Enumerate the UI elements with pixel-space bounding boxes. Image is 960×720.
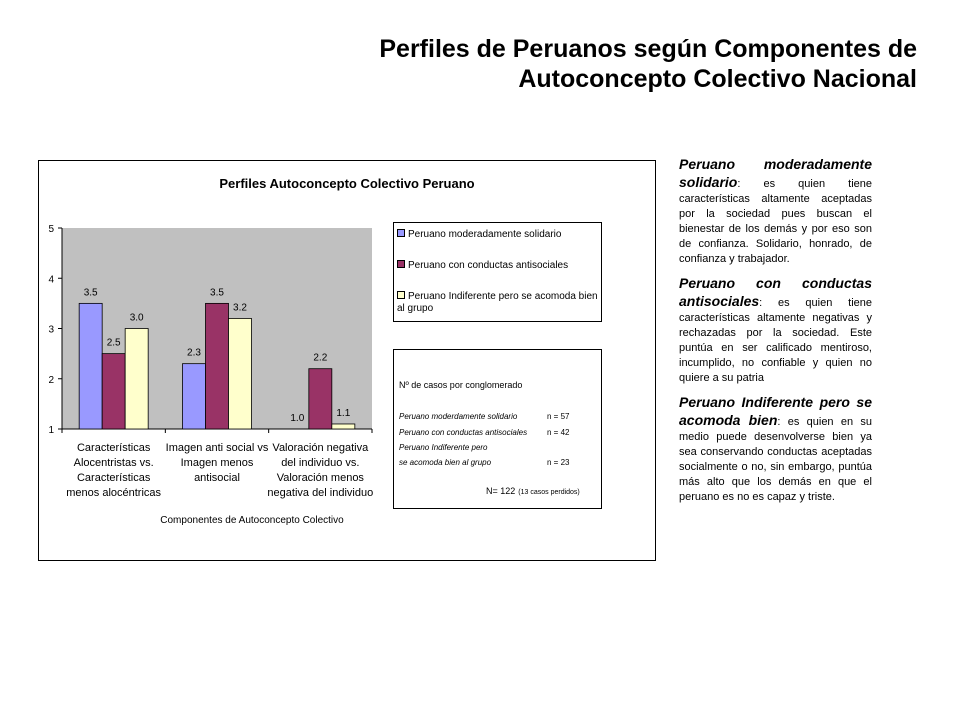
x-category-label-0-line-1: Alocentristas vs.	[73, 457, 154, 469]
chart-legend	[393, 222, 602, 322]
text-indiferente: : es quien en su medio puede desenvolverse bien ya sea conservando conductas aceptadas socialmente o no, sin embargo, puntúa más alto que los demás en que el peruano es no es capaz y triste.	[679, 416, 872, 503]
slide-title	[277, 34, 917, 94]
text-antisociales: : es quien tiene características altamente negativas y rechazadas por la sociedad. Este puntúa en ser calificado mentiroso, incumplido, no confiable y quien no quiere a su patria	[679, 297, 872, 384]
x-category-label-0-line-0: Características	[76, 442, 151, 454]
y-tick-label-3: 3	[48, 324, 54, 336]
x-category-label-1-line-2: antisocial	[194, 472, 240, 484]
chart-frame	[38, 160, 656, 561]
cases-n-indiferente: n = 23	[547, 458, 570, 467]
cases-label-solidario: Peruano moderdamente solidario	[399, 412, 518, 421]
y-tick-label-4: 4	[48, 274, 54, 286]
slide-title-line-2: Autoconcepto Colectivo Nacional	[518, 65, 917, 93]
bar-label-s1-c2: 2.2	[313, 352, 328, 364]
x-category-label-1-line-1: Imagen menos	[180, 457, 254, 469]
x-category-label-2-line-3: negativa del individuo	[267, 487, 374, 499]
bar-label-s2-c1: 3.2	[233, 302, 247, 314]
cases-lost: (13 casos perdidos)	[518, 489, 580, 496]
x-category-label-1-line-0: Imagen anti social vs	[165, 442, 269, 454]
cases-label-indiferente-b: se acomoda bien al grupo	[399, 458, 492, 467]
term-indiferente: Peruano Indiferente pero se acomoda bien	[679, 394, 872, 428]
cases-total-n: N= 122	[486, 486, 516, 496]
bar-s1-c2	[309, 369, 332, 429]
description-indiferente	[679, 394, 872, 505]
y-tick-label-1: 1	[48, 425, 54, 436]
legend-label-antisociales: Peruano con conductas antisociales	[408, 260, 569, 271]
bar-label-s0-c2: 1.0	[290, 413, 305, 424]
bar-s1-c0	[102, 354, 125, 429]
cases-label-antisociales: Peruano con conductas antisociales	[399, 428, 528, 437]
cases-n-solidario: n = 57	[547, 412, 570, 421]
bar-s0-c0	[79, 303, 102, 429]
bar-label-s0-c0: 3.5	[83, 287, 98, 299]
bar-label-s2-c0: 3.0	[129, 312, 144, 324]
bar-s0-c1	[183, 364, 206, 429]
x-category-label-2-line-0: Valoración negativa	[272, 442, 369, 454]
legend-swatch-antisociales	[397, 260, 405, 268]
cases-row-antisociales	[399, 428, 599, 437]
bar-label-s1-c1: 3.5	[210, 287, 224, 299]
cases-n-antisociales: n = 42	[547, 428, 570, 437]
legend-swatch-solidario	[397, 229, 405, 237]
x-category-label-2-line-1: del individuo vs.	[281, 457, 360, 469]
description-solidario	[679, 156, 872, 267]
profile-descriptions	[679, 156, 872, 513]
bar-label-s2-c2: 1.1	[336, 407, 351, 419]
legend-item-solidario	[397, 229, 601, 241]
cases-total	[486, 486, 580, 496]
legend-label-indiferente: Peruano Indiferente pero se acomoda bien al grupo	[397, 291, 598, 314]
legend-item-antisociales	[397, 260, 601, 272]
x-category-label-0-line-3: menos alocéntricas	[66, 487, 162, 499]
term-solidario: Peruano moderadamente solidario	[679, 156, 872, 190]
y-tick-label-5: 5	[48, 224, 54, 235]
bar-s2-c2	[332, 424, 355, 429]
legend-label-solidario: Peruano moderadamente solidario	[408, 229, 562, 240]
legend-item-indiferente	[397, 291, 601, 315]
y-tick-label-2: 2	[48, 374, 54, 386]
cases-row-indiferente-b	[399, 458, 599, 467]
x-category-label-2-line-2: Valoración menos	[276, 472, 364, 484]
term-antisociales: Peruano con conductas antisociales	[679, 275, 872, 309]
cases-info-box	[393, 349, 602, 509]
bar-s2-c0	[125, 329, 148, 430]
cases-row-solidario	[399, 412, 599, 421]
bar-label-s1-c0: 2.5	[106, 337, 121, 349]
cases-row-indiferente-a	[399, 443, 599, 452]
x-category-label-0-line-2: Características	[76, 472, 151, 484]
cases-heading: Nº de casos por conglomerado	[399, 380, 523, 390]
bar-s2-c1	[229, 318, 252, 429]
cases-label-indiferente-a: Peruano Indiferente pero	[399, 443, 488, 452]
legend-swatch-indiferente	[397, 291, 405, 299]
bar-label-s0-c1: 2.3	[187, 347, 201, 359]
x-axis-title: Componentes de Autoconcepto Colectivo	[160, 515, 344, 526]
description-antisociales	[679, 275, 872, 386]
text-solidario: : es quien tiene características altamente aceptadas por la sociedad pues buscan el bienestar de los demás y por eso son de confianza. Solidario, honrado, de confianza y trabajador.	[679, 178, 872, 265]
chart-title: Perfiles Autoconcepto Colectivo Peruano	[219, 176, 475, 191]
bar-s1-c1	[206, 303, 229, 429]
slide-title-line-1: Perfiles de Peruanos según Componentes de	[379, 35, 917, 63]
